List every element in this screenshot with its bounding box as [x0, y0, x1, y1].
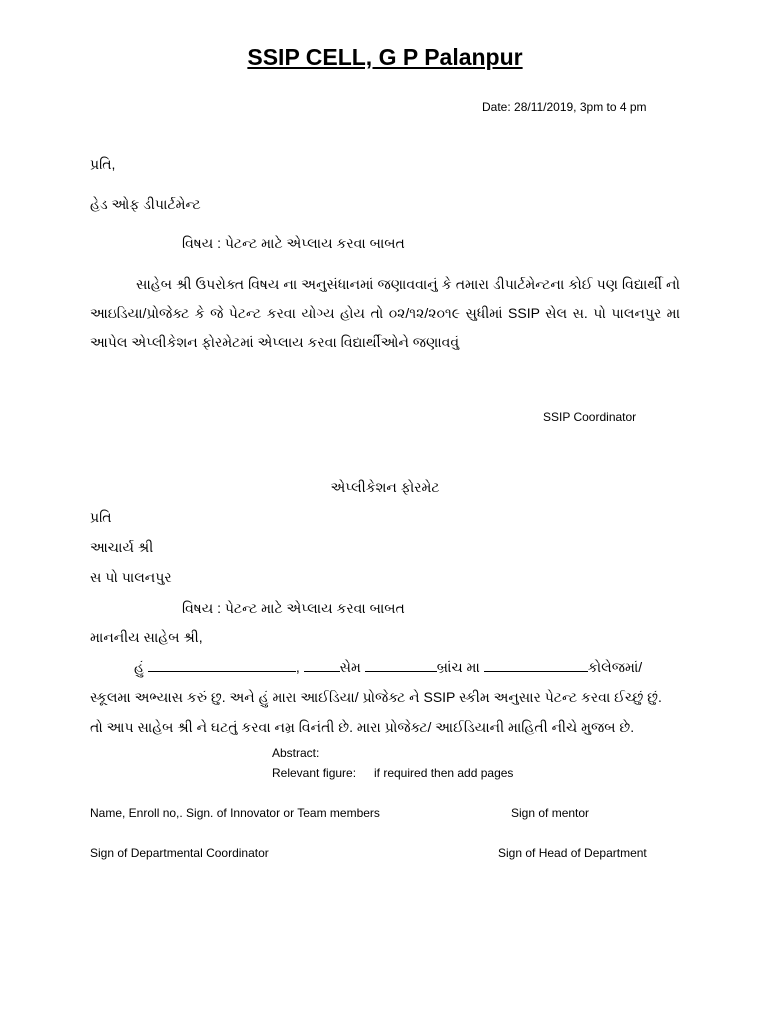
relevant-figure-label: Relevant figure:	[272, 766, 357, 780]
sig-departmental-coordinator: Sign of Departmental Coordinator	[90, 846, 269, 860]
sig-head-of-department: Sign of Head of Department	[498, 846, 647, 860]
abstract-label: Abstract:	[272, 746, 320, 760]
application-addressee-2: સ પો પાલનપુર	[90, 569, 172, 585]
letter-to: પ્રતિ,	[90, 156, 116, 172]
sig-team-members: Name, Enroll no,. Sign. of Innovator or Team members	[90, 806, 380, 820]
application-addressee-1: આચાર્ય શ્રી	[90, 539, 154, 555]
application-line-3: તો આપ સાહેબ શ્રી ને ઘટતું કરવા નમ્ર વિનંતી છે. મારા પ્રોજેક્ટ/ આઈડિયાની માહિતી નીચે મુજબ છે.	[90, 719, 635, 735]
fill-line-text-4: બ્રાંચ મા	[436, 659, 480, 675]
page-title: SSIP CELL, G P Palanpur	[247, 44, 523, 70]
application-salutation: માનનીય સાહેબ શ્રી,	[90, 629, 203, 645]
fill-line-text-1: હું	[134, 659, 144, 675]
letter-signatory: SSIP Coordinator	[543, 410, 637, 424]
name-blank	[148, 659, 296, 672]
college-blank	[484, 659, 588, 672]
letter-recipient: હેડ ઓફ ડીપાર્ટમેન્ટ	[90, 196, 201, 212]
fill-line-text-3: સેમ	[339, 659, 361, 675]
letter-subject: વિષય : પેટન્ટ માટે એપ્લાય કરવા બાબત	[182, 235, 405, 251]
fill-line-text-2: ,	[295, 659, 300, 675]
fill-line-text-5: કોલેજમાં/	[587, 659, 643, 675]
sig-mentor: Sign of mentor	[511, 806, 590, 820]
application-subject: વિષય : પેટન્ટ માટે એપ્લાય કરવા બાબત	[182, 600, 405, 616]
application-heading: એપ્લીકેશન ફોરમેટ	[330, 479, 440, 495]
relevant-figure-note: if required then add pages	[374, 766, 514, 780]
application-line-2: સ્કૂલમા અભ્યાસ કરું છુ. અને હું મારા આઈડિયા/ પ્રોજેક્ટ ને SSIP સ્કીમ અનુસાર પેટન્ટ કરવા ઈચ્છું છું.	[90, 689, 662, 705]
branch-blank	[365, 659, 437, 672]
sem-blank	[304, 659, 340, 672]
application-fill-line	[134, 659, 642, 676]
application-to: પ્રતિ	[90, 509, 112, 525]
letter-body: સાહેબ શ્રી ઉપરોક્ત વિષય ના અનુસંધાનમાં જણાવવાનું કે તમારા ડીપાર્ટમેન્ટના કોઈ પણ વિદ્યાર્થી નો આઇડિયા/પ્રોજેક્ટ કે જે પેટન્ટ કરવા યોગ્ય હોય તો ૦૨/૧૨/૨૦૧૯ સુધીમાં SSIP સેલ સ. પો પાલનપુર મા આપેલ એપ્લીકેશન ફોરમેટમાં એપ્લાય કરવા વિદ્યાર્થીઓને જણાવવું	[90, 276, 680, 350]
date-line: Date: 28/11/2019, 3pm to 4 pm	[482, 100, 647, 114]
